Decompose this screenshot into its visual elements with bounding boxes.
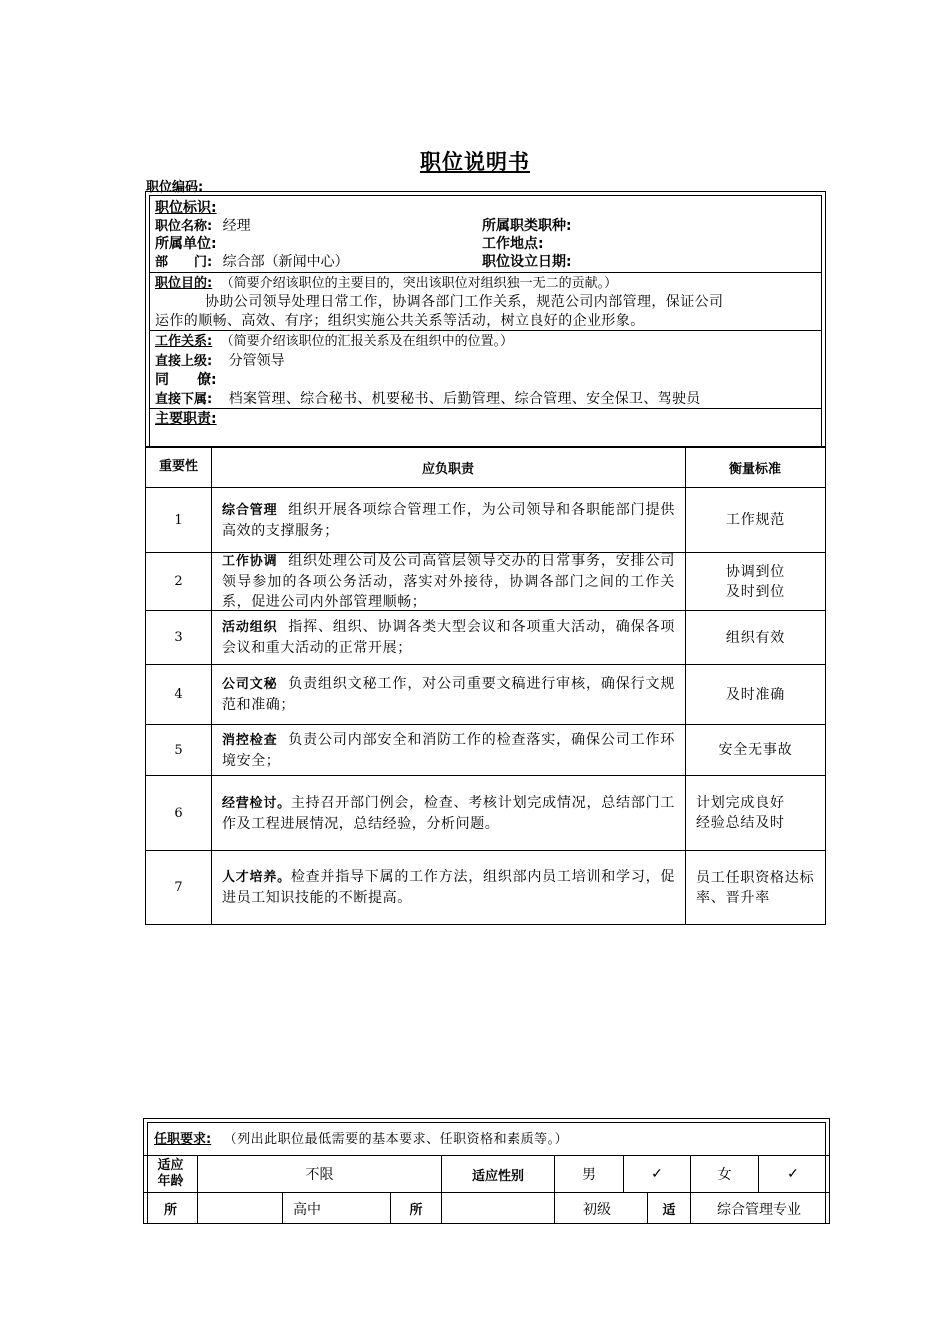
gender-female: 女 [717, 1167, 732, 1183]
duty-title: 人才培养。 [222, 870, 291, 885]
table-row-duty [212, 553, 685, 610]
table-row-standard: 工作规范 [725, 512, 786, 528]
header-duty: 应负职责 [421, 461, 474, 477]
requirements-table [143, 1118, 830, 1224]
relations-label: 工作关系: [155, 334, 213, 349]
gender-label: 适应性别 [471, 1168, 524, 1184]
table-row-duty [212, 725, 685, 775]
position-info-block [145, 191, 826, 448]
purpose-text-line2: 运作的顺畅、高效、有序；组织实施公共关系等活动，树立良好的企业形象。 [155, 313, 645, 329]
category-label: 所属职类职种: [482, 218, 572, 234]
superior-label: 直接上级: [155, 354, 213, 369]
table-row-duty [212, 611, 685, 664]
location-label: 工作地点: [482, 236, 544, 252]
subordinate-row [155, 390, 701, 409]
table-row-standard: 计划完成良好 经验总结及时 [696, 795, 785, 831]
requirements-label: 任职要求: [154, 1132, 212, 1147]
req-cell: 综合管理专业 [717, 1201, 801, 1218]
table-row-standard: 及时准确 [725, 686, 786, 703]
department-row [155, 253, 349, 272]
duties-label: 主要职责: [155, 411, 217, 427]
department-label: 部 门: [155, 255, 213, 270]
table-row-standard: 组织有效 [725, 629, 786, 646]
purpose-hint: （简要介绍该职位的主要目的，突出该职位对组织独一无二的贡献。） [220, 276, 618, 291]
header-standard: 衡量标准 [728, 461, 781, 477]
req-cell: 适 [662, 1203, 676, 1218]
gender-male: 男 [582, 1167, 596, 1183]
req-cell: 所 [409, 1203, 423, 1218]
duty-text: 主持召开部门例会，检查、考核计划完成情况，总结部门工作及工程进展情况，总结经验，分析问题。 [222, 794, 675, 832]
req-cell: 所 [163, 1203, 177, 1218]
table-row-number: 2 [174, 574, 183, 589]
duty-title: 公司文秘 [222, 677, 278, 692]
superior-row [155, 352, 285, 371]
age-label: 适应 年龄 [157, 1158, 184, 1189]
duty-title: 工作协调 [222, 554, 278, 569]
table-row-number: 4 [174, 687, 183, 702]
table-row-number: 1 [174, 512, 183, 528]
purpose-header [155, 274, 617, 293]
req-cell [198, 1193, 282, 1224]
position-code-label: 职位编码: [146, 180, 204, 195]
male-check-icon: ✓ [651, 1166, 663, 1182]
duty-text: 负责公司内部安全和消防工作的检查落实，确保公司工作环境安全； [222, 731, 675, 769]
age-value: 不限 [305, 1167, 334, 1183]
page-title: 职位说明书 [420, 150, 530, 174]
table-row-standard: 员工任职资格达标率、晋升率 [696, 869, 815, 906]
table-row-standard: 安全无事故 [718, 742, 793, 758]
duty-title: 活动组织 [222, 620, 278, 635]
unit-label: 所属单位: [155, 236, 217, 252]
establish-date-label: 职位设立日期: [482, 254, 572, 270]
table-row-duty [212, 665, 685, 724]
relations-header [155, 332, 513, 351]
subordinate-value: 档案管理、综合秘书、机要秘书、后勤管理、综合管理、安全保卫、驾驶员 [228, 391, 701, 407]
table-row-number: 5 [174, 742, 183, 758]
divider [149, 330, 822, 331]
duties-table [145, 446, 826, 925]
req-cell [442, 1193, 554, 1224]
position-name-value: 经理 [222, 218, 251, 234]
duty-text: 组织处理公司及公司高管层领导交办的日常事务，安排公司领导参加的各项公务活动，落实对外接待，协调各部门之间的工作关系，促进公司内外部管理顺畅； [222, 553, 675, 610]
duty-title: 经营检讨。 [222, 795, 291, 811]
table-row-number: 3 [174, 630, 183, 645]
position-name-label: 职位名称: [155, 219, 213, 234]
requirements-hint: （列出此职位最低需要的基本要求、任职资格和素质等。） [223, 1132, 569, 1147]
duty-text: 检查并指导下属的工作方法，组织部内员工培训和学习，促进员工知识技能的不断提高。 [222, 869, 675, 906]
table-row-number: 6 [174, 805, 183, 821]
purpose-text-line1: 协助公司领导处理日常工作，协调各部门工作关系，规范公司内部管理，保证公司 [205, 294, 724, 310]
req-cell: 初级 [583, 1201, 611, 1218]
female-check-icon: ✓ [787, 1166, 799, 1182]
table-row-number: 7 [174, 880, 183, 895]
divider [149, 408, 822, 409]
table-row-duty [212, 776, 685, 850]
department-value: 综合部（新闻中心） [222, 254, 349, 270]
position-name-row [155, 217, 251, 236]
duty-text: 负责组织文秘工作，对公司重要文稿进行审核，确保行文规范和准确； [222, 676, 675, 713]
duty-title: 消控检查 [222, 732, 278, 748]
peer-label: 同 僚: [155, 372, 217, 388]
table-row-duty [212, 851, 685, 924]
subordinate-label: 直接下属: [155, 392, 213, 407]
table-row-duty [212, 488, 685, 552]
duty-text: 指挥、组织、协调各类大型会议和各项重大活动，确保各项会议和重大活动的正常开展； [222, 619, 675, 656]
relations-hint: （简要介绍该职位的汇报关系及在组织中的位置。） [220, 334, 514, 349]
purpose-label: 职位目的: [155, 276, 213, 291]
requirements-header [154, 1130, 568, 1149]
req-cell: 高中 [293, 1201, 321, 1218]
identification-label: 职位标识: [155, 200, 217, 216]
superior-value: 分管领导 [228, 353, 285, 369]
table-row-standard: 协调到位 及时到位 [725, 563, 786, 600]
divider [149, 272, 822, 273]
duty-title: 综合管理 [222, 502, 278, 518]
duty-text: 组织开展各项综合管理工作，为公司领导和各职能部门提供高效的支撑服务； [222, 501, 675, 539]
header-importance: 重要性 [158, 459, 198, 474]
